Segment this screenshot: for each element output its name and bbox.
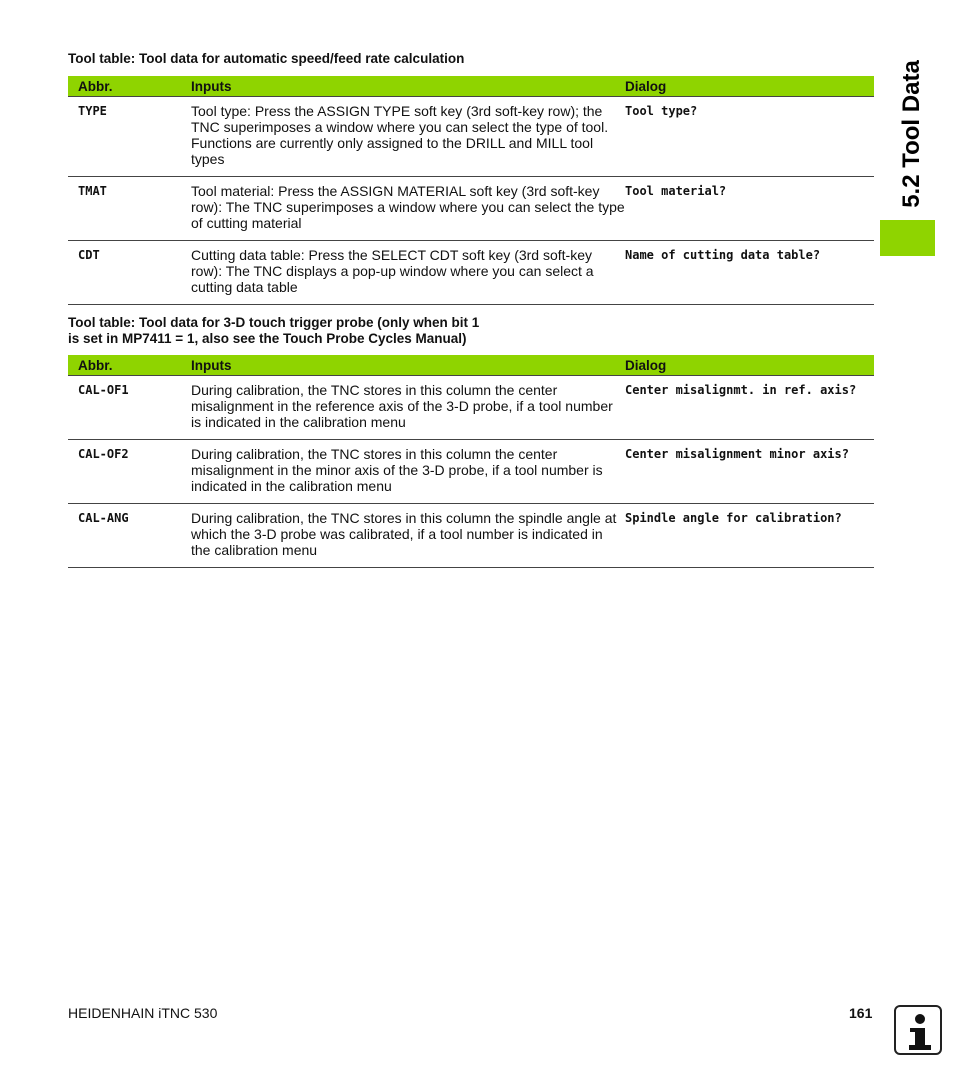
header-inputs: Inputs <box>191 355 625 376</box>
section-auto-speed-feed <box>68 51 874 305</box>
table-header-row <box>68 76 874 97</box>
header-abbr: Abbr. <box>68 355 191 376</box>
dialog-cell: Center misalignmt. in ref. axis? <box>625 376 874 440</box>
header-abbr: Abbr. <box>68 76 191 97</box>
footer-product: HEIDENHAIN iTNC 530 <box>68 1005 218 1021</box>
info-icon <box>894 1005 942 1055</box>
header-inputs: Inputs <box>191 76 625 97</box>
inputs-cell: During calibration, the TNC stores in this column the center misalignment in the minor axis of the 3-D probe, if a tool number is indicated in the calibration menu <box>191 440 625 504</box>
inputs-cell: During calibration, the TNC stores in this column the spindle angle at which the 3-D probe was calibrated, if a tool number is indicated in the calibration menu <box>191 504 625 568</box>
tool-data-table <box>68 76 874 305</box>
table-header-row <box>68 355 874 376</box>
section-title: Tool table: Tool data for automatic speed/feed rate calculation <box>68 51 465 66</box>
header-dialog: Dialog <box>625 76 874 97</box>
inputs-cell: Cutting data table: Press the SELECT CDT soft key (3rd soft-key row): The TNC displays a pop-up window where you can select a cutting data table <box>191 241 625 305</box>
abbr-cell: TYPE <box>68 97 191 177</box>
section-title-line1: Tool table: Tool data for 3-D touch trigger probe (only when bit 1 <box>68 315 480 330</box>
dialog-cell: Name of cutting data table? <box>625 241 874 305</box>
section-touch-probe <box>68 315 874 568</box>
table-row <box>68 97 874 177</box>
table-row <box>68 376 874 440</box>
page-number: 161 <box>849 1005 873 1021</box>
header-dialog: Dialog <box>625 355 874 376</box>
inputs-cell: Tool material: Press the ASSIGN MATERIAL soft key (3rd soft-key row): The TNC superimposes a window where you can select the type of cutting material <box>191 177 625 241</box>
dialog-cell: Spindle angle for calibration? <box>625 504 874 568</box>
table-row <box>68 241 874 305</box>
section-title-line2: is set in MP7411 = 1, also see the Touch Probe Cycles Manual) <box>68 331 467 346</box>
inputs-cell: Tool type: Press the ASSIGN TYPE soft key (3rd soft-key row); the TNC superimposes a window where you can select the type of tool. Functions are currently only assigned to the DRILL and MILL tool types <box>191 97 625 177</box>
table-row <box>68 504 874 568</box>
table-row <box>68 440 874 504</box>
chapter-side-title <box>882 44 942 224</box>
abbr-cell: CAL-OF1 <box>68 376 191 440</box>
abbr-cell: TMAT <box>68 177 191 241</box>
dialog-cell: Center misalignment minor axis? <box>625 440 874 504</box>
table-row <box>68 177 874 241</box>
abbr-cell: CDT <box>68 241 191 305</box>
dialog-cell: Tool type? <box>625 97 874 177</box>
dialog-cell: Tool material? <box>625 177 874 241</box>
abbr-cell: CAL-ANG <box>68 504 191 568</box>
touch-probe-table <box>68 355 874 568</box>
abbr-cell: CAL-OF2 <box>68 440 191 504</box>
chapter-side-title-text: 5.2 Tool Data <box>898 60 925 208</box>
inputs-cell: During calibration, the TNC stores in this column the center misalignment in the reference axis of the 3-D probe, if a tool number is indicated in the calibration menu <box>191 376 625 440</box>
chapter-tab-marker <box>880 220 935 256</box>
